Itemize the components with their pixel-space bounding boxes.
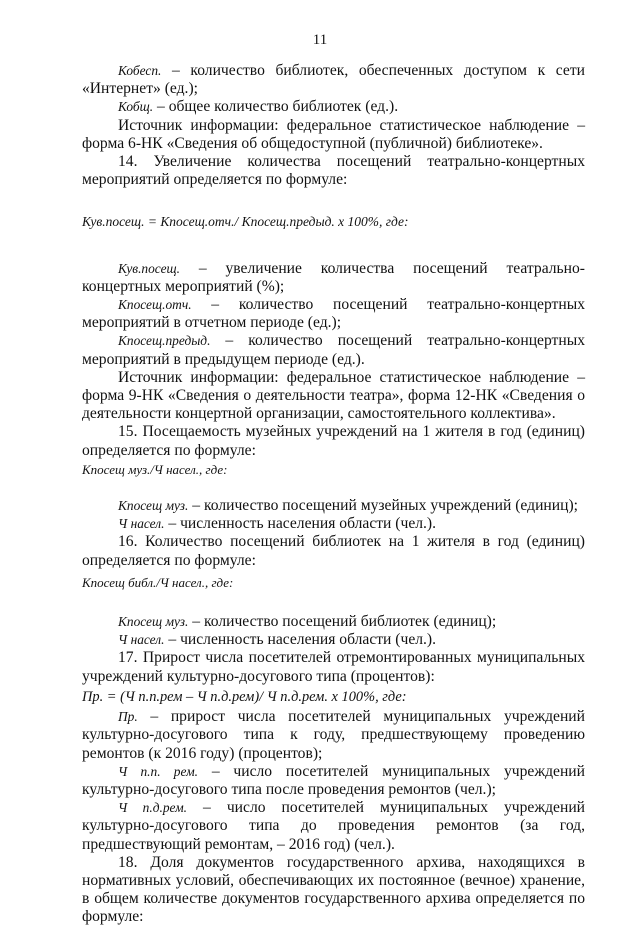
kobsch-symbol: Кобщ. [118,99,154,115]
item-14-paragraph: 14. Увеличение количества посещений театрально-концертных мероприятий определяется по формуле: [82,153,585,189]
kobsch-definition [82,98,585,116]
kbibl-text: – количество посещений библиотек (единиц); [188,613,497,631]
chpd-definition [82,799,585,854]
kotch-text: – количество посещений театрально-концертных мероприятий в отчетном периоде (ед.); [82,296,585,332]
page-content [82,62,585,927]
kpred-text: – количество посещений театрально-концертных мероприятий в предыдущем периоде (ед.). [82,332,585,368]
chnas-definition-15 [82,515,585,533]
source-paragraph-14: Источник информации: федеральное статистическое наблюдение – форма 9-НК «Сведения о деятельности театра», форма 12-НК «Сведения о деятельности концертной организации, самостоятельного коллектива». [82,368,585,423]
formula-16: Кпосещ библ./Ч насел., где: [82,574,234,590]
kobesp-text: – количество библиотек, обеспеченных доступом к сети «Интернет» (ед.); [82,62,585,98]
chnas-symbol-15: Ч насел. [118,516,165,532]
kobesp-symbol: Кобесп. [118,63,162,78]
source-paragraph-13: Источник информации: федеральное статистическое наблюдение – форма 6-НК «Сведения об общедоступной (публичной) библиотеке». [82,116,585,152]
item-17-paragraph: 17. Прирост числа посетителей отремонтированных муниципальных учреждений культурно-досугового типа (процентов): [82,649,585,685]
formula-14: Кув.посещ. = Кпосещ.отч./ Кпосещ.предыд. х 100%, где: [82,214,409,230]
item-15-paragraph: 15. Посещаемость музейных учреждений на 1 жителя в год (единиц) определяется по формуле: [82,423,585,459]
pr-symbol: Пр. [118,709,138,725]
kbibl-definition [82,613,585,631]
pr-text: – прирост числа посетителей муниципальных учреждений культурно-досугового типа к году, предшествующему проведению ремонтов (к 2016 году) (процентов); [82,708,585,762]
chnas-text-16: – численность населения области (чел.). [164,631,437,649]
formula-17: Пр. = (Ч п.п.рем – Ч п.д.рем)/ Ч п.д.рем. х 100%, где: [82,688,407,705]
kmuz-symbol: Кпосещ муз. [118,498,189,514]
chpd-symbol: Ч п.д.рем. [118,800,188,816]
kuv-definition [82,260,585,296]
kotch-symbol: Кпосещ.отч. [118,297,192,313]
kobesp-definition [82,62,585,98]
item-16-paragraph: 16. Количество посещений библиотек на 1 жителя в год (единиц) определяется по формуле: [82,533,585,569]
chnas-text-15: – численность населения области (чел.). [164,515,437,533]
kmuz-text: – количество посещений музейных учреждений (единиц); [188,497,578,515]
chpp-symbol: Ч п.п. рем. [118,763,199,779]
kbibl-symbol: Кпосещ муз. [118,614,189,630]
chnas-definition-16 [82,631,585,649]
kuv-text: – увеличение количества посещений театрально-концертных мероприятий (%); [82,259,585,295]
kpred-symbol: Кпосещ.предыд. [118,333,211,349]
item-18-paragraph: 18. Доля документов государственного архива, находящихся в нормативных условий, обеспечивающих их постоянное (вечное) хранение, в общем количестве документов государственного архива определяется по формуле: [82,853,585,926]
chpp-definition [82,763,585,799]
kobsch-text: – общее количество библиотек (ед.). [153,98,399,116]
chpp-text: – число посетителей муниципальных учреждений культурно-досугового типа после проведения ремонтов (чел.); [82,762,585,798]
chnas-symbol-16: Ч насел. [118,632,165,648]
kpred-definition [82,332,585,368]
pr-definition [82,708,585,763]
chpd-text: – число посетителей муниципальных учреждений культурно-досугового типа до проведения ремонтов (за год, предшествующий ремонтам, – 2016 год) (чел.). [82,799,586,853]
kotch-definition [82,296,585,332]
page-number: 11 [312,32,328,48]
kmuz-definition [82,497,585,515]
formula-15: Кпосещ муз./Ч насел., где: [82,461,228,477]
kuv-symbol: Кув.посещ. [118,260,180,276]
